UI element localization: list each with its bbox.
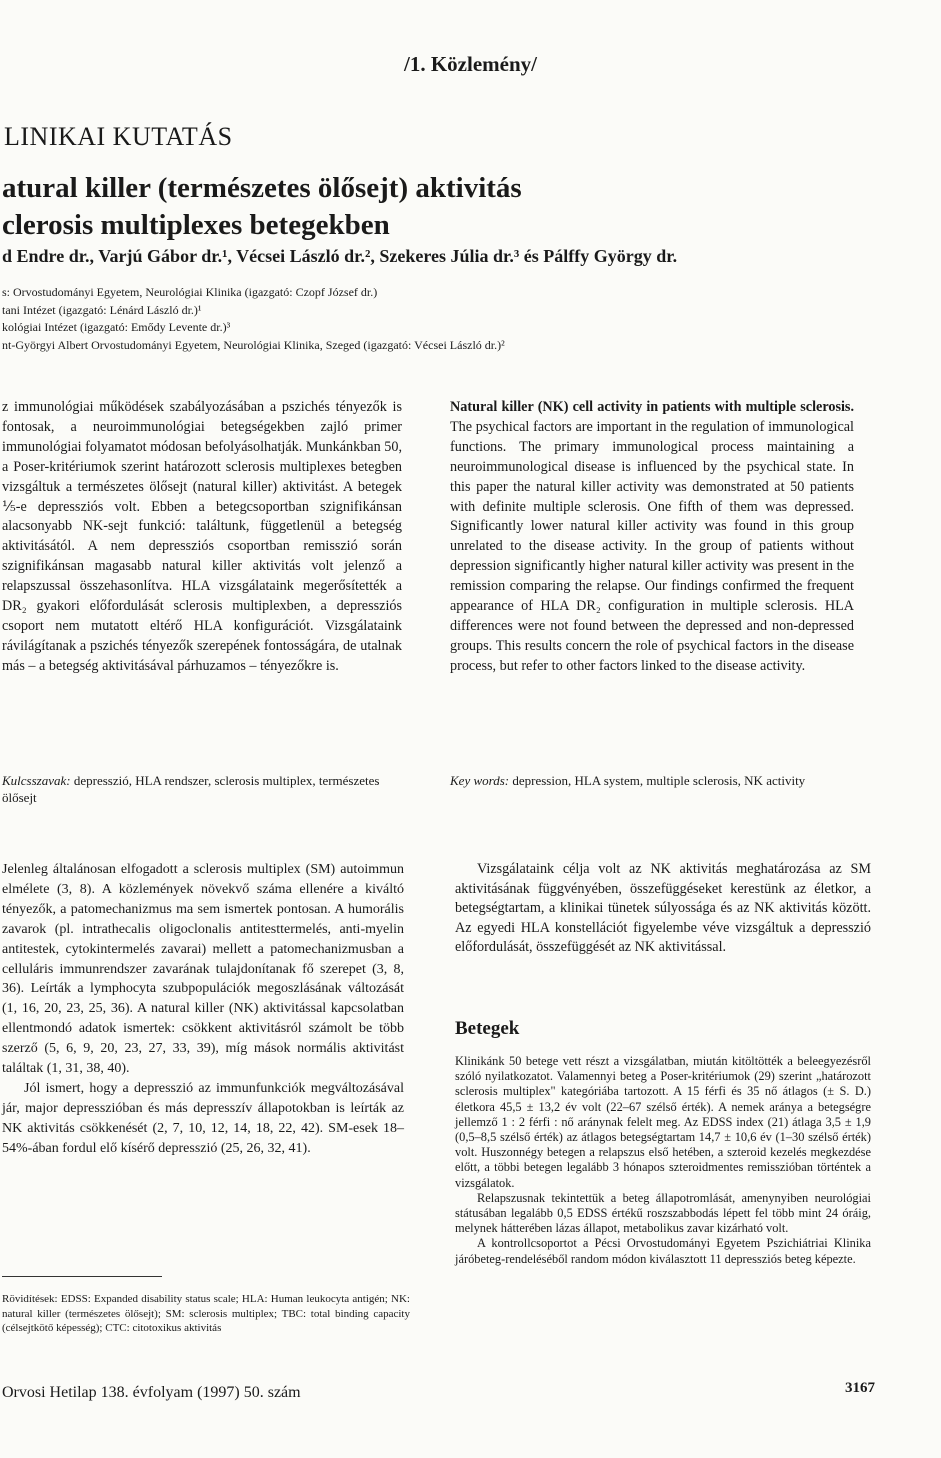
abstract-hungarian: z immunológiai működések szabályozásában a pszichés tényezők is fontosak, a neuroimmunológiai betegségekben zajló primer immunológiai folyamatot módosan befolyásolhatják. Munkánkban 50, a Poser-kritériumok szerint határozott sclerosis multiplexes betegben vizsgáltuk a természetes ölősejt (natural killer) aktivitást. A betegek ⅕-e depressziós volt. Ebben a betegcsoportban szignifikánsan alacsonyabb NK-sejt funkció: találtunk, függetlenül a betegség aktivitásától. A nem depressziós csoportban remisszió során szignifikánsan magasabb natural killer aktivitás volt jelenző a relapszussal összehasonlítva. HLA vizsgálataink megerősítették a DR₂ gyakori előfordulását sclerosis multiplexben, a depressziós csoport nem mutatott eltérő HLA konfigurációt. Vizsgálataink rávilágítanak a pszichés tényezők szerepének fontosságára, de utalnak más – a betegség aktivitásával párhuzamos – tényezőkre is. <box>2 399 402 674</box>
abbreviations-footnote: Rövidítések: EDSS: Expanded disability status scale; HLA: Human leukocyta antigén; NK: natural killer (természetes ölősejt); SM: sclerosis multiplex; TBC: total binding capacity (célsejtkötő képesség); CTC: citotoxikus aktivitás <box>2 1293 410 1335</box>
article-title-line-2: clerosis multiplexes betegekben <box>2 209 390 241</box>
abstract-english-title: Natural killer (NK) cell activity in patients with multiple sclerosis. <box>450 399 854 415</box>
aim-paragraph: Vizsgálataink célja volt az NK aktivitás meghatározása az SM aktivitásának függvényében, összefüggéseket kerestünk az életkor, a betegségtartam, a klinikai tünetek súlyossága és az NK aktivitás között. Az egyedi HLA konstellációt figyelembe véve vizsgáltuk a depresszió előfordulását, összefüggését az NK aktivitással. <box>455 861 871 956</box>
introduction-paragraph: Jelenleg általánosan elfogadott a sclerosis multiplex (SM) autoimmun elmélete (3, 8). A közlemények növekvő száma ellenére a kiváltó tényezők, a patomechanizmus ma sem ismertek pontosan. A humorális zavarok (pl. intrathecalis oligoclonalis antitesttermelés, anti-myelin antitestek, cytokintermelés zavarai) mellett a patomechanizmusban a celluláris immunrendszer zavarának tulajdonítanak fő szerepet (3, 8, 36). Leírták a lymphocyta szubpopulációk megoszlásának változását (1, 16, 20, 23, 25, 36). A natural killer (NK) aktivitással kapcsolatban ellentmondó adatok ismertek: csökkent aktivitásról számolt be több szerző (5, 6, 9, 20, 23, 27, 33, 39), míg mások normális aktivitást találtak (1, 31, 38, 40). <box>2 862 404 1077</box>
affiliation-item: s: Orvostudományi Egyetem, Neurológiai Klinika (igazgató: Czopf József dr.) <box>2 285 378 299</box>
abstract-english <box>450 398 854 677</box>
article-title-line-1: atural killer (természetes ölősejt) aktivitás <box>2 172 522 204</box>
keywords-english-label: Key words: <box>450 773 510 788</box>
keywords-english <box>450 772 854 789</box>
affiliation-list <box>2 284 505 354</box>
footnote-divider <box>2 1276 162 1277</box>
affiliation-item: nt-Györgyi Albert Orvostudományi Egyetem, Neurológiai Klinika, Szeged (igazgató: Vécsei László dr.)² <box>2 337 505 352</box>
introduction-text <box>2 860 404 1159</box>
article-title <box>2 170 522 244</box>
introduction-paragraph: Jól ismert, hogy a depresszió az immunfunkciók megváltozásával jár, major depresszióban és más depresszív állapotokban is leírták az NK aktivitás csökkenését (2, 7, 10, 12, 14, 18, 22, 42). SM-esek 18–54%-ában fordul elő kísérő depresszió (25, 26, 32, 41). <box>2 1080 404 1156</box>
patients-paragraph: Relapszusnak tekintettük a beteg állapotromlását, amenynyiben neurológiai státusában legalább 0,5 EDSS értékű roszszabbodás lépett fel több mint 24 óráig, melynek hátterében lázas állapot, metabolikus zavar kizárható volt. <box>455 1190 871 1236</box>
abstract-english-body: The psychical factors are important in the regulation of immunological functions. The primary immunological process maintaining a neuroimmunological disease is influenced by the psychical state. In this paper the natural killer activity was demonstrated at 50 patients with definite multiple sclerosis. One fifth of them was depressed. Significantly lower natural killer activity was found in this group unrelated to the disease activity. In the group of patients without depression significantly higher natural killer activity was present in the remission comparing the relapse. Our findings confirmed the frequent appearance of HLA DR₂ configuration in multiple sclerosis. HLA differences were not found between the depressed and non-depressed groups. This results concern the role of psychical factors in the disease process, but refer to other factors linked to the disease activity. <box>450 418 854 674</box>
patients-paragraph: Klinikánk 50 betege vett részt a vizsgálatban, miután kitöltötték a beleegyezésről szóló nyilatkozatot. Valamennyi beteg a Poser-kritériumok (29) szerint „határozott sclerosis multiplex" kategóriába tartozott. A 15 férfi és 35 nő átlagos (± S. D.) életkora 45,5 ± 13,2 év volt (22–67 szélső érték). A nemek aránya a betegségre jellemző 1 : 2 férfi : nő aránynak felelt meg. Az EDSS index (21) átlaga 3,5 ± 1,9 (0,5–8,5 szélső érték) az átlagos betegségtartam 14,7 ± 10,6 év (1–30 szélső érték) volt. Huszonnégy betegen a relapszus első hetében, a szteroid kezelés megkezdése előtt, a többi betegen legalább 3 hónapos szteroidmentes remisszióban történtek a vizsgálatok. <box>455 1054 871 1190</box>
keywords-hungarian-text: depresszió, HLA rendszer, sclerosis multiplex, természetes ölősejt <box>2 773 380 805</box>
keywords-english-text: depression, HLA system, multiple sclerosis, NK activity <box>509 773 806 788</box>
journal-citation: Orvosi Hetilap 138. évfolyam (1997) 50. szám <box>2 1384 301 1401</box>
section-label: LINIKAI KUTATÁS <box>4 122 233 151</box>
affiliation-item: tani Intézet (igazgató: Lénárd László dr.)¹ <box>2 302 202 317</box>
publication-series-label: /1. Közlemény/ <box>404 52 537 76</box>
author-list: d Endre dr., Varjú Gábor dr.¹, Vécsei László dr.², Szekeres Júlia dr.³ és Pálffy György dr. <box>2 246 678 266</box>
affiliation-item: kológiai Intézet (igazgató: Emődy Levente dr.)³ <box>2 320 231 334</box>
patients-section-text <box>455 1054 871 1267</box>
patients-paragraph: A kontrollcsoportot a Pécsi Orvostudományi Egyetem Pszichiátriai Klinika járóbeteg-rendeléséből random módon kiválasztott 11 depressziós beteg képezte. <box>455 1236 871 1266</box>
keywords-hungarian <box>2 772 402 806</box>
patients-heading: Betegek <box>455 1018 520 1039</box>
keywords-hungarian-label: Kulcsszavak: <box>2 773 71 788</box>
page-number: 3167 <box>845 1380 875 1396</box>
